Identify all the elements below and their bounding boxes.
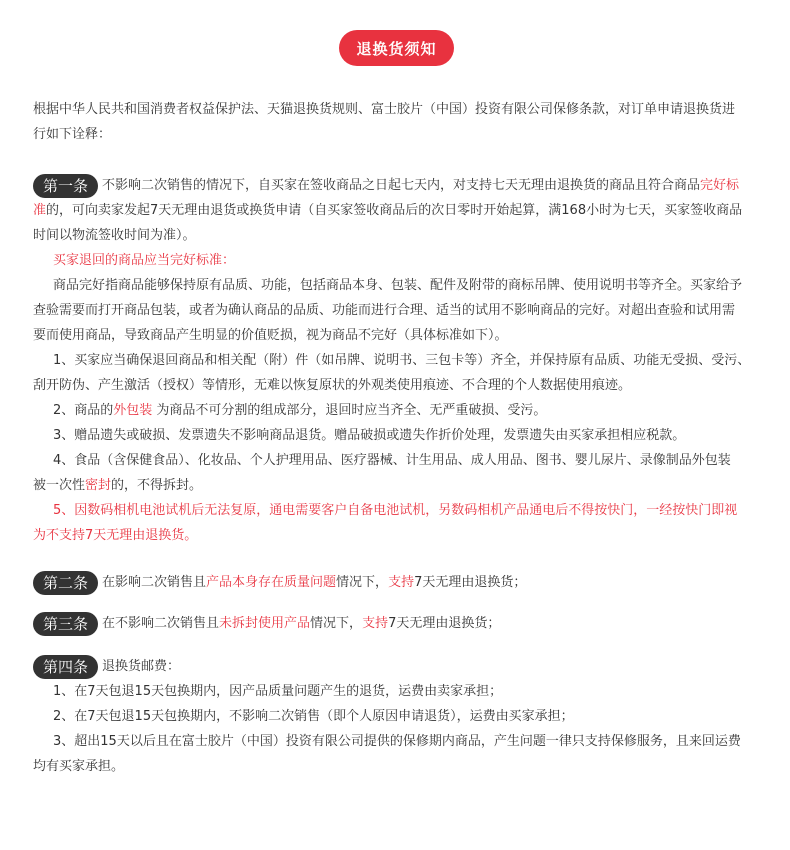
article-3-label: 第三条 xyxy=(33,612,98,636)
article-3-text: 在不影响二次销售且 xyxy=(102,616,220,631)
item-2-text: 为商品不可分割的组成部分，退回时应当齐全、无严重破损、受污。 xyxy=(152,403,547,418)
article-4-item-3-cont: 均有买家承担。 xyxy=(33,759,125,774)
item-2-text: 2、商品的 xyxy=(53,403,114,418)
article-2 xyxy=(33,570,760,595)
article-4-item-1: 1、在7天包退15天包换期内，因产品质量问题产生的退货，运费由卖家承担； xyxy=(53,684,503,699)
article-4-heading: 退换货邮费： xyxy=(102,659,181,674)
article-1-item-5: 5、因数码相机电池试机后无法复原，通电需要客户自备电池试机，另数码相机产品通电后不得按快门，一经按快门即视 xyxy=(53,503,738,518)
article-4-item-2: 2、在7天包退15天包换期内，不影响二次销售（即个人原因申请退货），运费由买家承担； xyxy=(53,709,574,724)
article-1-item-3: 3、赠品遗失或破损、发票遗失不影响商品退货。赠品破损或遗失作折价处理，发票遗失由买家承担相应税款。 xyxy=(53,428,686,443)
article-1-para-line: 要而使用商品，导致商品产生明显的价值贬损，视为商品不完好（具体标准如下）。 xyxy=(33,328,508,343)
article-1-para-line: 查验需要而打开商品包装，或者为确认商品的品质、功能而进行合理、适当的试用不影响商品的完好。对超出查验和试用需 xyxy=(33,303,736,318)
article-3-text: 7天无理由退换货； xyxy=(388,616,501,631)
article-2-text: 在影响二次销售且 xyxy=(102,575,207,590)
article-1-item-4-cont xyxy=(33,473,760,498)
article-4 xyxy=(33,654,760,779)
article-2-text: 情况下， xyxy=(336,575,389,590)
intro-line: 根据中华人民共和国消费者权益保护法、天猫退换货规则、富士胶片（中国）投资有限公司保修条款，对订单申请退换货进 xyxy=(33,102,736,117)
article-1-highlight: 完好标 xyxy=(700,178,740,193)
article-4-label: 第四条 xyxy=(33,655,98,679)
article-3 xyxy=(33,611,760,636)
article-1 xyxy=(33,173,760,548)
article-2-text: 7天无理由退换货； xyxy=(414,575,527,590)
article-2-label: 第二条 xyxy=(33,571,98,595)
intro-line: 行如下诠释： xyxy=(33,127,112,142)
item-4-highlight: 密封 xyxy=(85,478,112,493)
article-3-highlight: 支持 xyxy=(362,616,389,631)
item-4-text: 被一次性 xyxy=(33,478,86,493)
article-1-line-1 xyxy=(33,173,760,198)
article-1-item-1-cont: 刮开防伪、产生激活（授权）等情形，无难以恢复原状的外观类使用痕迹、不合理的个人数据使用痕迹。 xyxy=(33,378,632,393)
article-1-para-line: 商品完好指商品能够保持原有品质、功能，包括商品本身、包装、配件及附带的商标吊牌、使用说明书等齐全。买家给予 xyxy=(53,278,743,293)
article-1-heading: 买家退回的商品应当完好标准： xyxy=(53,253,236,268)
article-1-item-4: 4、食品（含保健食品）、化妆品、个人护理用品、医疗器械、计生用品、成人用品、图书、婴儿尿片、录像制品外包装 xyxy=(53,453,731,468)
item-4-text: 的，不得拆封。 xyxy=(111,478,203,493)
article-3-highlight: 未拆封使用产品 xyxy=(219,616,311,631)
article-1-line-2 xyxy=(33,198,760,223)
intro-paragraph xyxy=(33,97,760,147)
article-1-text: 不影响二次销售的情况下，自买家在签收商品之日起七天内，对支持七天无理由退换货的商品且符合商品 xyxy=(102,178,701,193)
article-1-item-1: 1、买家应当确保退回商品和相关配（附）件（如吊牌、说明书、三包卡等）齐全，并保持原有品质、功能无受损、受污、 xyxy=(53,353,751,368)
article-2-highlight: 支持 xyxy=(388,575,415,590)
article-3-text: 情况下， xyxy=(310,616,363,631)
page-title-badge: 退换货须知 xyxy=(339,30,454,66)
article-4-item-3: 3、超出15天以后且在富士胶片（中国）投资有限公司提供的保修期内商品，产生问题一律只支持保修服务，且来回运费 xyxy=(53,734,741,749)
article-1-item-2 xyxy=(33,398,760,423)
article-1-label: 第一条 xyxy=(33,174,98,198)
article-1-item-5-cont: 为不支持7天无理由退换货。 xyxy=(33,528,198,543)
article-1-highlight: 准 xyxy=(33,203,47,218)
article-1-line-3: 时间以物流签收时间为准）。 xyxy=(33,228,196,243)
article-2-highlight: 产品本身存在质量问题 xyxy=(206,575,337,590)
article-1-text: 的，可向卖家发起7天无理由退货或换货申请（自买家签收商品后的次日零时开始起算，满168小时为七天，买家签收商品 xyxy=(46,203,743,218)
item-2-highlight: 外包装 xyxy=(113,403,153,418)
